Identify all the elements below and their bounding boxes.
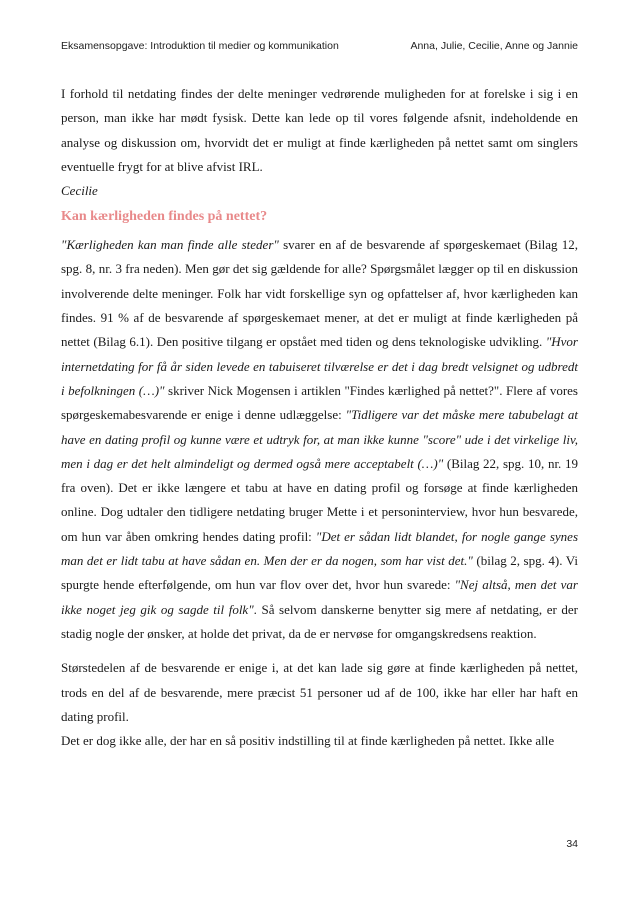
quote-2: "Hvor internetdating for få år siden levede en tabuiseret tilværelse er det i dag bredt velsignet og udbredt i befolkningen (…)" [61,334,578,398]
text-1: svarer en af de besvarende af spørgeskemaet (Bilag 12, spg. 8, nr. 3 fra neden). Men gør det sig gældende for alle? Spørgsmålet lægger op til en diskussion involverende delte meninger. Folk har vidt forskellige syn og opfattelser af, hvor kærligheden kan findes. 91 % af de besvarende af spørgeskemaet mener, at det er muligt at finde kærligheden på nettet (Bilag 6.1). Den positive tilgang er opstået med tiden og dens teknologiske udvikling. [61,237,578,350]
document-body [61,82,578,753]
section-author: Cecilie [61,183,98,199]
quote-3: "Tidligere var det måske mere tabubelagt at have en dating profil og kunne være et udtryk for, at man ikke kunne "score" ude i det virkelige liv, men i dag er det helt almindeligt og dermed også mere acceptabelt (…)" [61,407,578,471]
text-3: (Bilag 22, spg. 10, nr. 19 fra oven). Det er ikke længere et tabu at have en dating profil og forsøge at finde kærligheden online. Dog udtaler den tidligere netdating bruger Mette i et personinterview, hvor hun besvarede, om hun var åben omkring hendes dating profil: [61,455,578,544]
quote-1: "Kærligheden kan man finde alle steder" [61,237,279,253]
text-2: skriver Nick Mogensen i artiklen "Findes kærlighed på nettet?". Flere af vores spørgeskemabesvarende er enige i denne udlæggelse: [61,382,578,423]
text-4: (bilag 2, spg. 4). Vi spurgte hende efterfølgende, om hun var flov over det, hvor hun svarede: [61,553,578,593]
quote-4: "Det er sådan lidt blandet, for nogle gange synes man det er lidt tabu at have sådan en. Men der er da nogen, som har vist det." [61,528,578,569]
section-heading: Kan kærligheden findes på nettet? [61,209,268,225]
quote-5: "Nej altså, men det var ikke noget jeg gik og sagde til folk" [61,577,578,617]
body-paragraph-2: Størstedelen af de besvarende er enige i, at det kan lade sig gøre at finde kærligheden på nettet, trods en del af de besvarende, mere præcist 51 personer ud af de 100, ikke har eller har haft en dating profil. [61,660,578,724]
intro-paragraph: I forhold til netdating findes der delte meninger vedrørende muligheden for at forelske i sig i en person, man ikke har mødt fysisk. Dette kan lede op til vores følgende afsnit, indeholdende en analyse og diskussion om, hvorvidt det er muligt at finde kærligheden på nettet samt om singlers eventuelle frygt for at blive afvist IRL. [61,86,578,174]
header-authors: Anna, Julie, Cecilie, Anne og Jannie [410,40,578,52]
page-number: 34 [566,838,578,850]
header-course-title: Eksamensopgave: Introduktion til medier og kommunikation [61,40,339,52]
body-paragraph-1 [61,233,578,646]
text-5: . Så selvom danskerne benytter sig mere af netdating, er der stadig nogle der ønsker, at holde det privat, da de er nervøse for omgangskredsens reaktion. [61,601,578,641]
body-paragraph-3: Det er dog ikke alle, der har en så positiv indstilling til at finde kærligheden på nettet. Ikke alle [61,733,555,749]
